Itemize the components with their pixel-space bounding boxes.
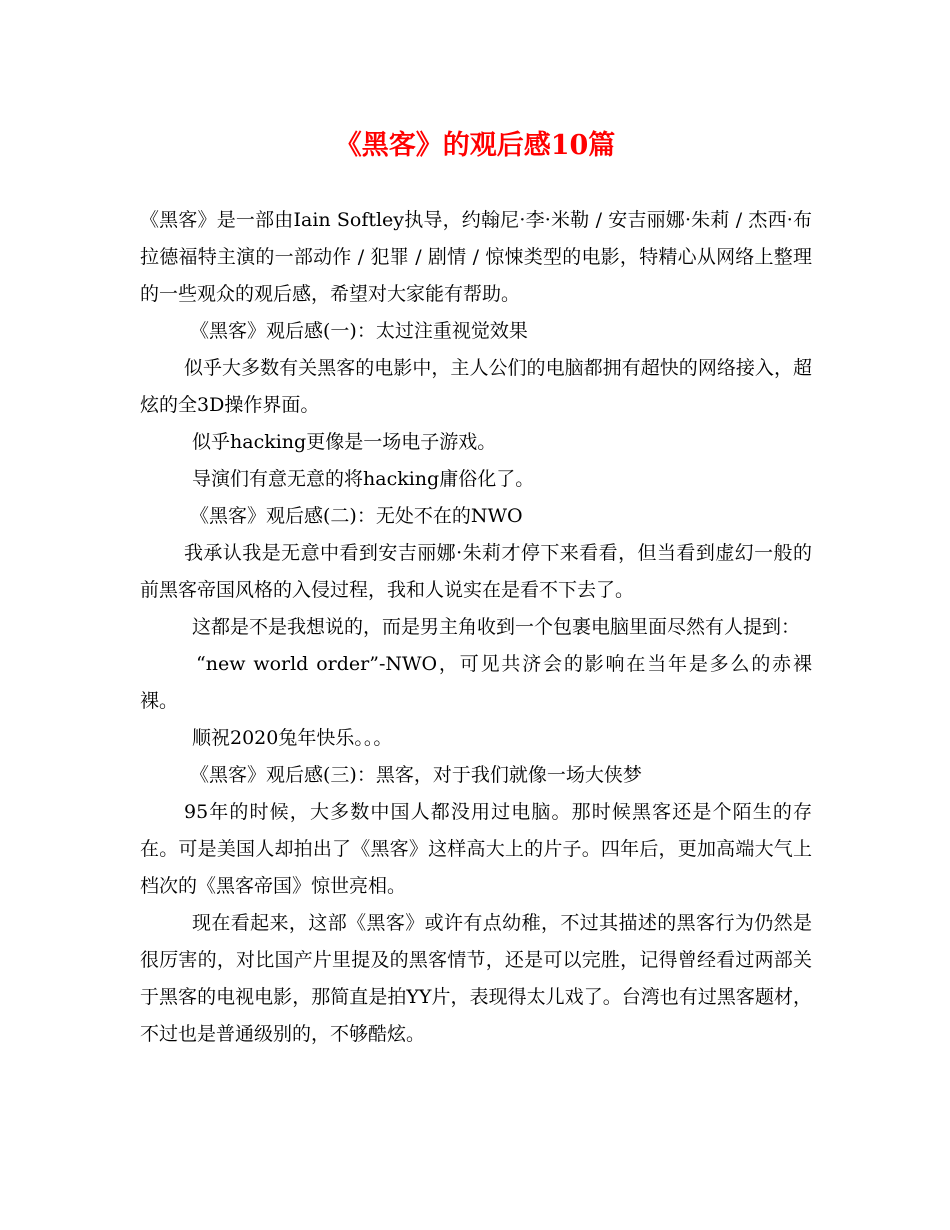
body-paragraph: “new world order”-NWO，可见共济会的影响在当年是多么的赤裸裸。 — [140, 653, 812, 712]
body-paragraph: 这都是不是我想说的，而是男主角收到一个包裹电脑里面尽然有人提到： — [192, 616, 801, 638]
body-paragraph: 导演们有意无意的将hacking庸俗化了。 — [192, 468, 535, 490]
review-heading-3: 《黑客》观后感(三)：黑客，对于我们就像一场大侠梦 — [190, 764, 642, 786]
body-paragraph: 我承认我是无意中看到安吉丽娜·朱莉才停下来看看，但当看到虚幻一般的前黑客帝国风格的入侵过程，我和人说实在是看不下去了。 — [140, 542, 812, 601]
body-paragraph: 现在看起来，这部《黑客》或许有点幼稚，不过其描述的黑客行为仍然是很厉害的，对比国产片里提及的黑客情节，还是可以完胜，记得曾经看过两部关于黑客的电视电影，那简直是拍YY片，表现得太儿戏了。台湾也有过黑客题材，不过也是普通级别的，不够酷炫。 — [140, 912, 812, 1045]
body-paragraph: 顺祝2020兔年快乐。。。 — [192, 727, 393, 749]
review-heading-1: 《黑客》观后感(一)：太过注重视觉效果 — [190, 320, 528, 342]
document-title: 《黑客》的观后感10篇 — [334, 130, 616, 161]
review-heading-2: 《黑客》观后感(二)：无处不在的NWO — [190, 505, 523, 527]
body-paragraph: 95年的时候，大多数中国人都没用过电脑。那时候黑客还是个陌生的存在。可是美国人却拍出了《黑客》这样高大上的片子。四年后，更加高端大气上档次的《黑客帝国》惊世亮相。 — [140, 801, 812, 897]
body-paragraph: 似乎hacking更像是一场电子游戏。 — [192, 431, 497, 453]
document-body — [140, 202, 812, 1053]
intro-paragraph: 《黑客》是一部由Iain Softley执导，约翰尼·李·米勒 / 安吉丽娜·朱莉 / 杰西·布拉德福特主演的一部动作 / 犯罪 / 剧情 / 惊悚类型的电影，特精心从网络上整理的一些观众的观后感，希望对大家能有帮助。 — [140, 209, 812, 305]
body-paragraph: 似乎大多数有关黑客的电影中，主人公们的电脑都拥有超快的网络接入，超炫的全3D操作界面。 — [140, 357, 812, 416]
